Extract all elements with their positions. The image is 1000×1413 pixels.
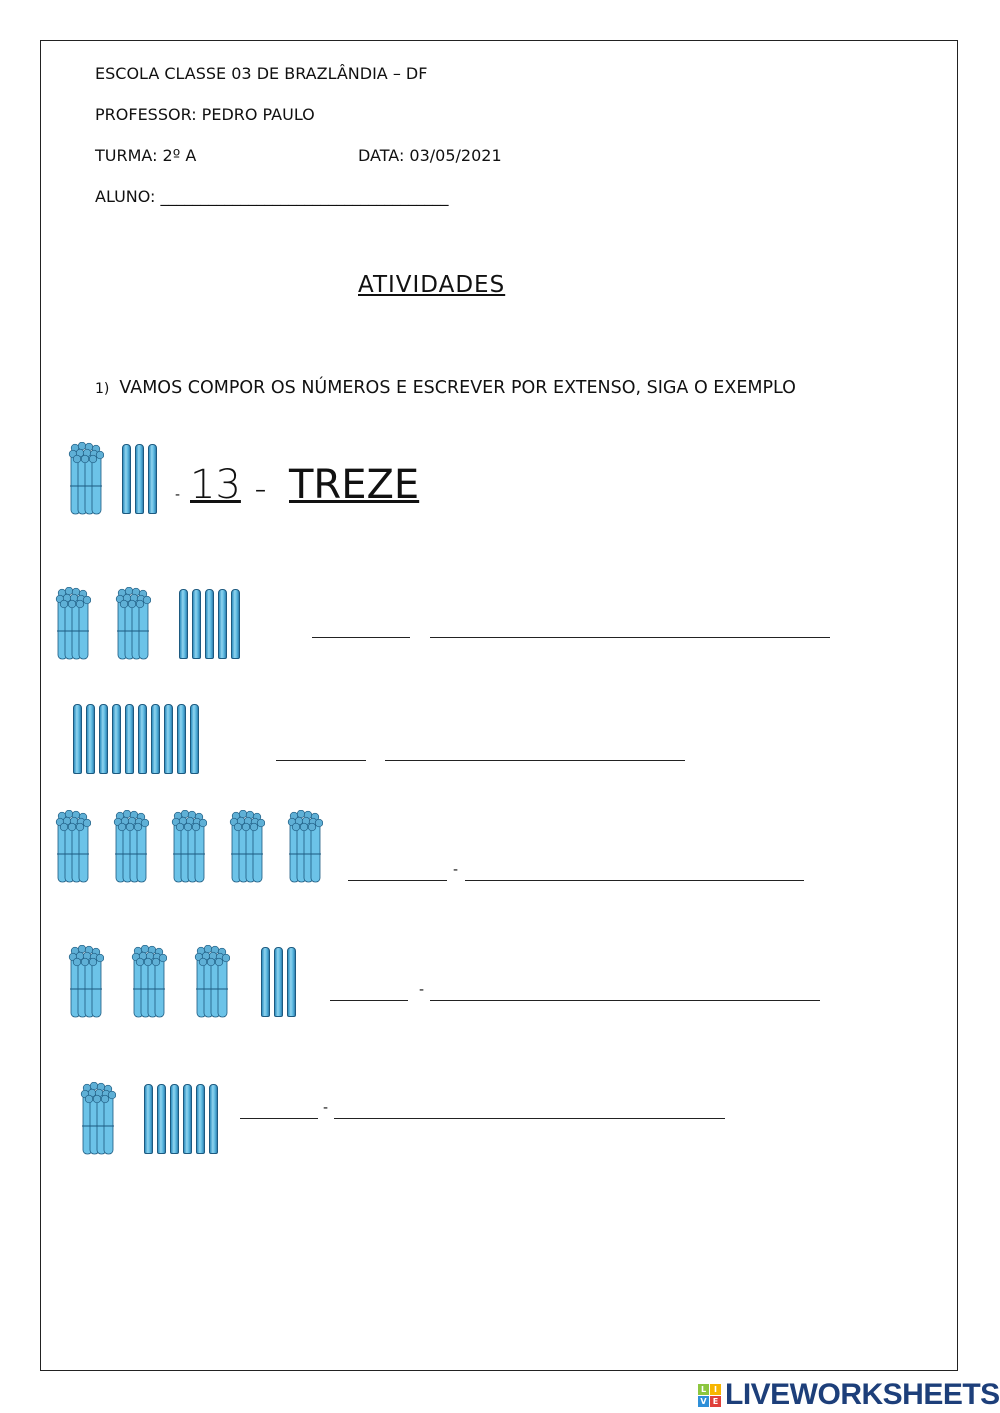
- question-text: VAMOS COMPOR OS NÚMEROS E ESCREVER POR EXTENSO, SIGA O EXEMPLO: [119, 378, 796, 398]
- ten-bundle-icon: [131, 945, 167, 1019]
- exercise-2-manipulatives: [73, 700, 213, 790]
- unit-stick-icon: [179, 589, 188, 659]
- unit-stick-icon: [138, 704, 147, 774]
- logo-letter-box: E: [710, 1396, 721, 1407]
- ten-bundle-icon: [229, 810, 265, 884]
- logo-letter-box: V: [698, 1396, 709, 1407]
- question-1: [95, 378, 796, 398]
- example-lead-dash: -: [175, 487, 181, 503]
- ten-bundle-icon: [68, 442, 104, 516]
- unit-stick-icon: [125, 704, 134, 774]
- ten-bundle-icon: [171, 810, 207, 884]
- exercise-4-number-input[interactable]: [330, 1000, 408, 1001]
- unit-stick-icon: [135, 444, 144, 514]
- ten-bundle-icon: [80, 1082, 116, 1156]
- page-title: ATIVIDADES: [358, 272, 506, 298]
- ten-bundle-icon: [55, 587, 91, 661]
- exercise-5-number-input[interactable]: [240, 1118, 318, 1119]
- unit-stick-icon: [73, 704, 82, 774]
- exercise-5-dash: -: [323, 1100, 329, 1116]
- exercise-1-word-input[interactable]: [430, 637, 830, 638]
- ten-bundle-icon: [115, 587, 151, 661]
- logo-text: LIVEWORKSHEETS: [725, 1378, 1000, 1411]
- unit-stick-icon: [274, 947, 283, 1017]
- student-field[interactable]: ALUNO: ____________________________________: [95, 187, 449, 206]
- unit-stick-icon: [231, 589, 240, 659]
- unit-stick-icon: [112, 704, 121, 774]
- unit-stick-icon: [151, 704, 160, 774]
- exercise-3-manipulatives: [55, 808, 335, 898]
- exercise-3-word-input[interactable]: [465, 880, 804, 881]
- unit-stick-icon: [183, 1084, 192, 1154]
- exercise-3-number-input[interactable]: [348, 880, 447, 881]
- example-word: TREZE: [289, 462, 420, 508]
- date-label: DATA: 03/05/2021: [358, 146, 502, 165]
- exercise-5-word-input[interactable]: [334, 1118, 725, 1119]
- unit-stick-icon: [86, 704, 95, 774]
- unit-stick-icon: [99, 704, 108, 774]
- unit-stick-icon: [205, 589, 214, 659]
- unit-stick-icon: [177, 704, 186, 774]
- unit-stick-icon: [122, 444, 131, 514]
- unit-stick-icon: [196, 1084, 205, 1154]
- unit-stick-icon: [157, 1084, 166, 1154]
- ten-bundle-icon: [194, 945, 230, 1019]
- exercise-2-number-input[interactable]: [276, 760, 366, 761]
- ten-bundle-icon: [287, 810, 323, 884]
- school-name: ESCOLA CLASSE 03 DE BRAZLÂNDIA – DF: [95, 64, 428, 83]
- logo-letter-box: I: [710, 1384, 721, 1395]
- logo-icon: [698, 1384, 721, 1407]
- class-label: TURMA: 2º A: [95, 146, 197, 165]
- example-manipulatives: [68, 440, 181, 530]
- question-number: 1): [95, 381, 110, 397]
- liveworksheets-logo: [698, 1378, 1000, 1412]
- unit-stick-icon: [144, 1084, 153, 1154]
- teacher-name: PROFESSOR: PEDRO PAULO: [95, 105, 315, 124]
- ten-bundle-icon: [68, 945, 104, 1019]
- example-separator: –: [255, 478, 266, 503]
- unit-stick-icon: [261, 947, 270, 1017]
- logo-letter-box: L: [698, 1384, 709, 1395]
- unit-stick-icon: [287, 947, 296, 1017]
- exercise-4-manipulatives: [68, 943, 318, 1033]
- exercise-5-manipulatives: [80, 1080, 230, 1170]
- exercise-2-word-input[interactable]: [385, 760, 685, 761]
- exercise-4-dash: -: [419, 982, 425, 998]
- unit-stick-icon: [164, 704, 173, 774]
- exercise-1-manipulatives: [55, 585, 255, 675]
- unit-stick-icon: [209, 1084, 218, 1154]
- exercise-1-number-input[interactable]: [312, 637, 410, 638]
- ten-bundle-icon: [113, 810, 149, 884]
- ten-bundle-icon: [55, 810, 91, 884]
- unit-stick-icon: [218, 589, 227, 659]
- exercise-3-dash: -: [453, 862, 459, 878]
- unit-stick-icon: [148, 444, 157, 514]
- unit-stick-icon: [170, 1084, 179, 1154]
- unit-stick-icon: [190, 704, 199, 774]
- example-number: 13: [190, 462, 241, 508]
- unit-stick-icon: [192, 589, 201, 659]
- exercise-4-word-input[interactable]: [430, 1000, 820, 1001]
